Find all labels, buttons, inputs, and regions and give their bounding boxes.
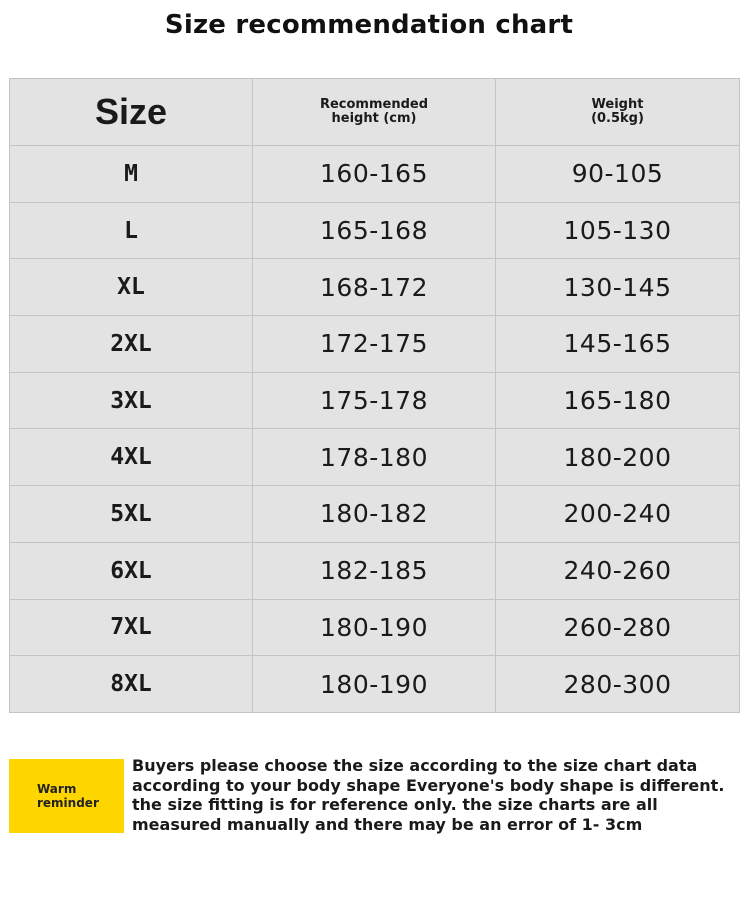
height-header-line1: Recommended: [319, 97, 429, 112]
weight-cell: 180-200: [496, 429, 740, 486]
table-row: [10, 429, 740, 486]
size-cell: L: [10, 202, 253, 259]
height-cell: 172-175: [253, 316, 496, 373]
height-cell: 175-178: [253, 372, 496, 429]
size-cell: 6XL: [10, 542, 253, 599]
height-column-header: [253, 79, 496, 146]
height-cell: 168-172: [253, 259, 496, 316]
table-row: [10, 316, 740, 373]
page-title: Size recommendation chart: [164, 10, 574, 40]
height-cell: 165-168: [253, 202, 496, 259]
weight-cell: 280-300: [496, 656, 740, 713]
weight-cell: 130-145: [496, 259, 740, 316]
reminder-line: the size fitting is for reference only. the size charts are all: [132, 795, 658, 815]
table-row: [10, 599, 740, 656]
height-cell: 178-180: [253, 429, 496, 486]
size-cell: 4XL: [10, 429, 253, 486]
height-cell: 160-165: [253, 146, 496, 203]
table-row: [10, 542, 740, 599]
reminder-line: according to your body shape Everyone's body shape is different.: [132, 775, 725, 795]
size-cell: 7XL: [10, 599, 253, 656]
height-cell: 182-185: [253, 542, 496, 599]
size-cell: XL: [10, 259, 253, 316]
table-row: [10, 259, 740, 316]
height-cell: 180-182: [253, 486, 496, 543]
weight-cell: 145-165: [496, 316, 740, 373]
weight-column-header: [496, 79, 740, 146]
warm-reminder-badge: [9, 759, 124, 833]
weight-header-line2: (0.5kg): [591, 111, 644, 126]
size-cell: 5XL: [10, 486, 253, 543]
reminder-line: measured manually and there may be an error of 1- 3cm: [132, 815, 643, 835]
size-cell: M: [10, 146, 253, 203]
table-row: [10, 202, 740, 259]
weight-cell: 105-130: [496, 202, 740, 259]
weight-cell: 90-105: [496, 146, 740, 203]
table-row: [10, 486, 740, 543]
height-cell: 180-190: [253, 599, 496, 656]
table-header-row: [10, 79, 740, 146]
weight-cell: 260-280: [496, 599, 740, 656]
size-column-header: Size: [10, 79, 253, 146]
size-chart-table: [9, 78, 740, 713]
table-row: [10, 372, 740, 429]
height-cell: 180-190: [253, 656, 496, 713]
reminder-line: Buyers please choose the size according to the size chart data: [132, 756, 698, 775]
height-header-line2: height (cm): [331, 111, 417, 126]
badge-line2: reminder: [37, 796, 99, 810]
table-row: [10, 656, 740, 713]
weight-cell: 200-240: [496, 486, 740, 543]
weight-cell: 240-260: [496, 542, 740, 599]
weight-header-line1: Weight: [591, 97, 644, 112]
size-cell: 2XL: [10, 316, 253, 373]
reminder-text: [132, 756, 744, 835]
weight-cell: 165-180: [496, 372, 740, 429]
size-cell: 8XL: [10, 656, 253, 713]
badge-line1: Warm: [37, 782, 77, 796]
table-row: [10, 146, 740, 203]
size-cell: 3XL: [10, 372, 253, 429]
